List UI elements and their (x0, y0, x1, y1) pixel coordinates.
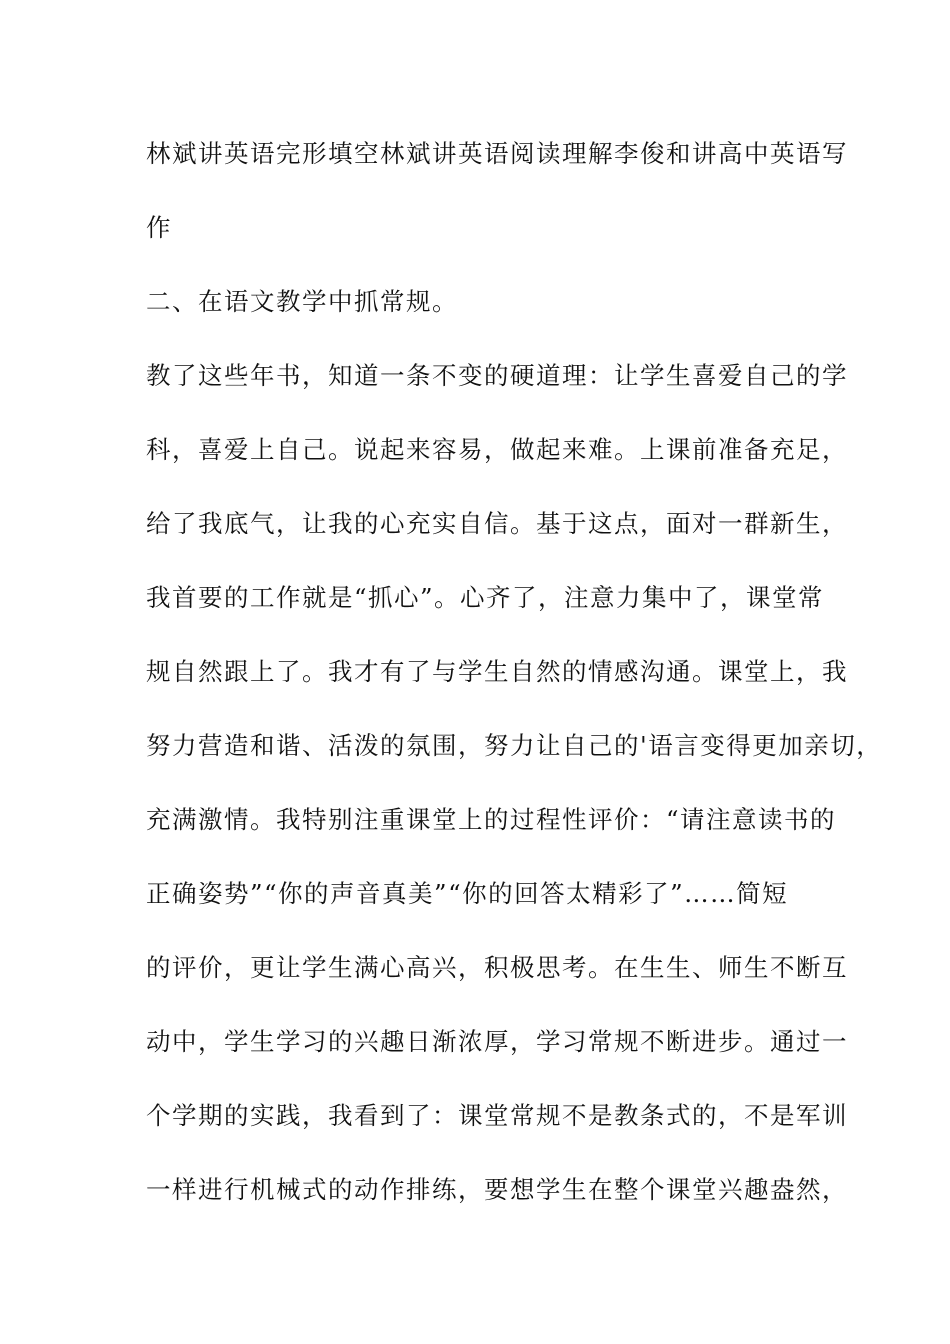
text-line: 正确姿势”“你的声音真美”“你的回答太精彩了”……简短 (146, 879, 789, 908)
text-line: 个学期的实践，我看到了：课堂常规不是教条式的，不是军训 (146, 1101, 848, 1130)
text-line: 规自然跟上了。我才有了与学生自然的情感沟通。课堂上，我 (146, 657, 848, 686)
text-line: 的评价，更让学生满心高兴，积极思考。在生生、师生不断互 (146, 953, 848, 982)
text-line: 努力营造和谐、活泼的氛围，努力让自己的'语言变得更加亲切， (146, 731, 883, 760)
text-line: 充满激情。我特别注重课堂上的过程性评价：“请注意读书的 (146, 805, 837, 834)
text-line: 动中，学生学习的兴趣日渐浓厚，学习常规不断进步。通过一 (146, 1027, 848, 1056)
text-line: 我首要的工作就是“抓心”。心齐了，注意力集中了，课堂常 (146, 583, 825, 612)
text-line: 科，喜爱上自己。说起来容易，做起来难。上课前准备充足， (146, 435, 848, 464)
text-line: 一样进行机械式的动作排练，要想学生在整个课堂兴趣盎然， (146, 1175, 848, 1204)
text-line: 林斌讲英语完形填空林斌讲英语阅读理解李俊和讲高中英语写 (146, 139, 848, 168)
section-heading: 二、在语文教学中抓常规。 (146, 287, 458, 316)
text-line: 给了我底气，让我的心充实自信。基于这点，面对一群新生， (146, 509, 848, 538)
text-line: 作 (146, 213, 172, 242)
text-line: 教了这些年书，知道一条不变的硬道理：让学生喜爱自己的学 (146, 361, 848, 390)
